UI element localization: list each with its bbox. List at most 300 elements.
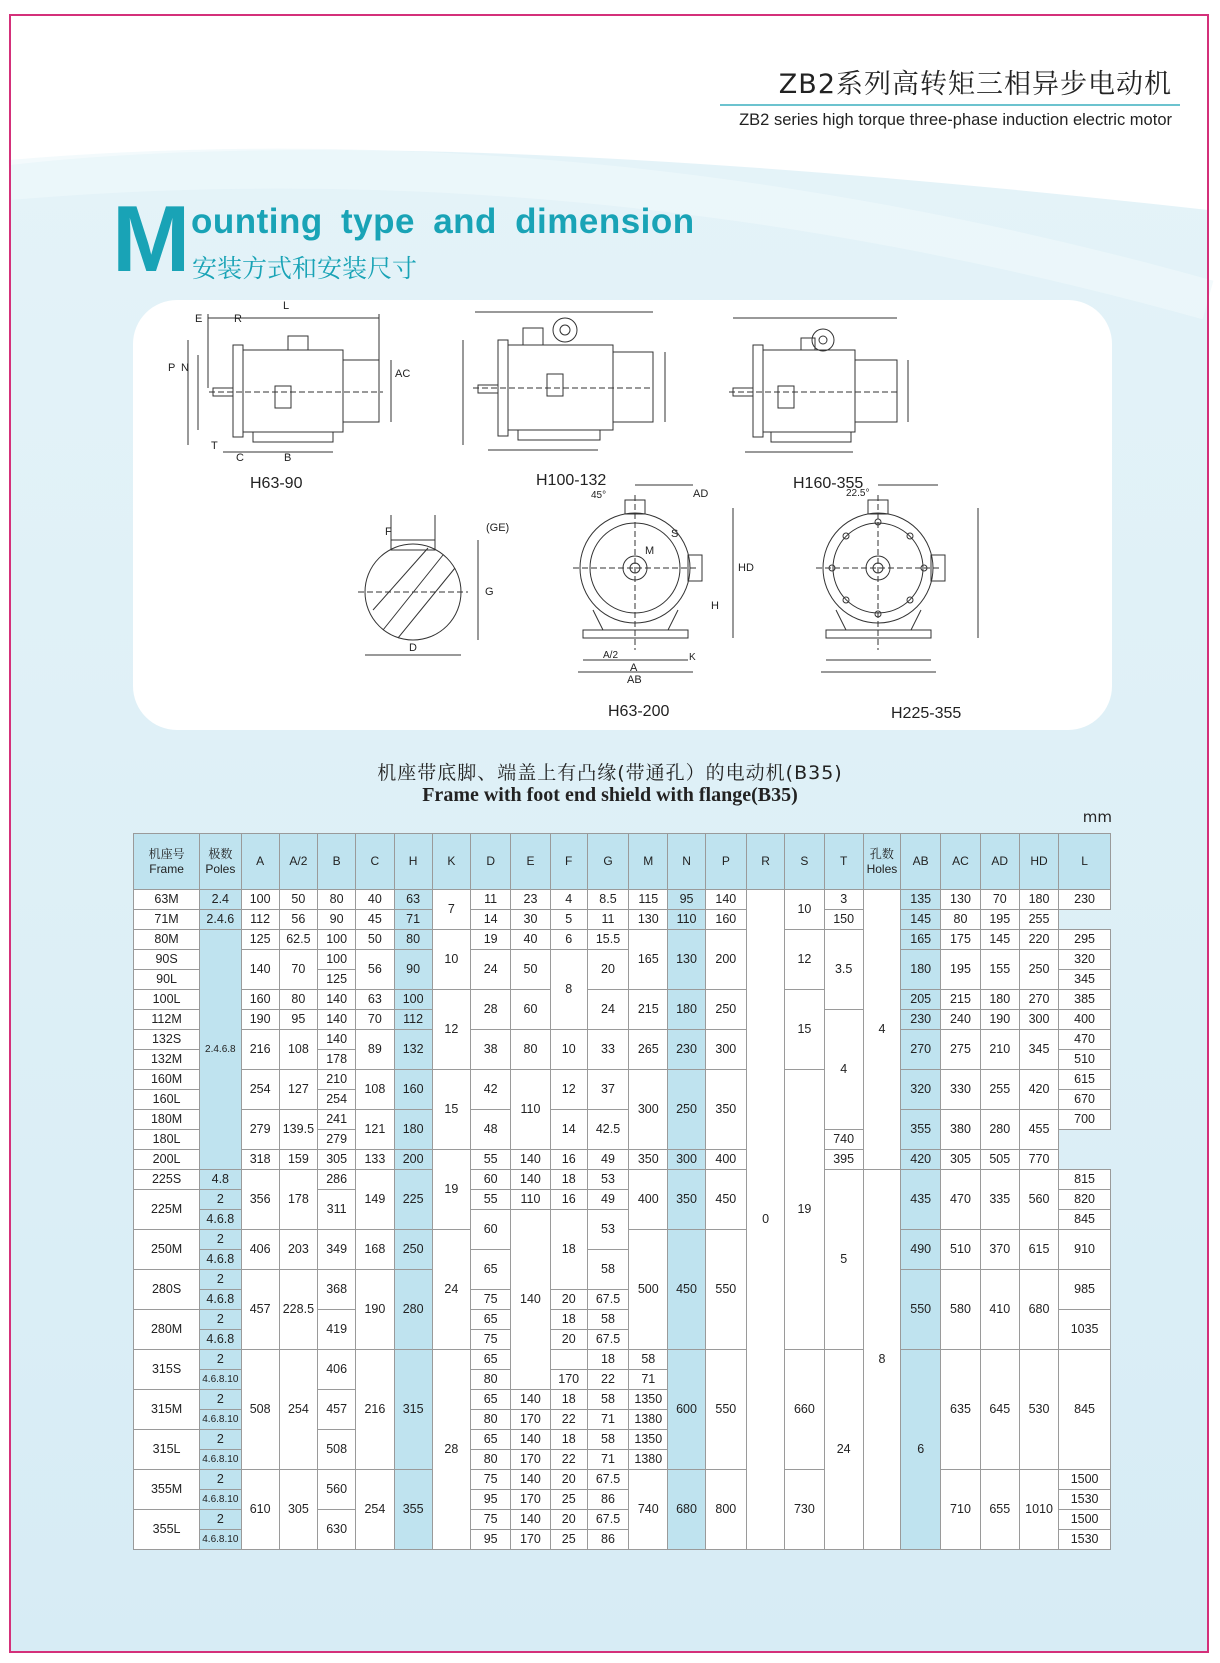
table-cell: 550 (901, 1270, 941, 1350)
section-title-cn: 安装方式和安装尺寸 (192, 254, 418, 283)
table-cell: 400 (705, 1150, 746, 1170)
table-cell: 845 (1059, 1210, 1111, 1230)
table-cell: 125 (318, 970, 356, 990)
table-cell: 355M (134, 1470, 200, 1510)
table-cell: 67.5 (587, 1330, 628, 1350)
table-cell: 55 (471, 1190, 511, 1210)
table-cell: 56 (279, 910, 317, 930)
table-cell: 4.6.8.10 (200, 1490, 241, 1510)
table-cell: 305 (318, 1150, 356, 1170)
table-cell: 178 (318, 1050, 356, 1070)
col-header (318, 834, 356, 890)
table-cell: 180 (394, 1110, 432, 1150)
table-cell: 1530 (1059, 1490, 1111, 1510)
table-row (134, 930, 1111, 950)
table-cell: 630 (318, 1510, 356, 1550)
header-divider (720, 104, 1180, 106)
table-cell: 275 (941, 1030, 980, 1070)
table-cell: 457 (241, 1270, 279, 1350)
col-header (511, 834, 550, 890)
table-cell: 279 (318, 1130, 356, 1150)
table-cell: 140 (511, 1390, 550, 1410)
dim-label-AC: AC (395, 368, 411, 380)
table-cell: 4.6.8 (200, 1290, 241, 1310)
table-cell: 406 (318, 1350, 356, 1390)
table-cell: 395 (824, 1150, 863, 1170)
table-cell: 140 (705, 890, 746, 910)
end-view-label-1: H63-200 (608, 703, 670, 720)
table-cell: 5 (550, 910, 587, 930)
table-cell: 254 (279, 1350, 317, 1470)
table-cell: 149 (356, 1170, 394, 1230)
table-cell: 80 (511, 1030, 550, 1070)
table-cell: 110 (668, 910, 705, 930)
col-header (980, 834, 1019, 890)
table-cell: 48 (471, 1110, 511, 1150)
table-cell: 215 (629, 990, 668, 1030)
table-cell: 108 (356, 1070, 394, 1110)
table-cell: 3.5 (824, 930, 863, 1010)
table-cell: 56 (356, 950, 394, 990)
table-cell: 4.6.8 (200, 1330, 241, 1350)
dim-label-H: H (711, 600, 719, 612)
col-header (629, 834, 668, 890)
table-cell: 635 (941, 1350, 980, 1470)
col-header-en: AB (912, 854, 929, 868)
table-cell: 190 (356, 1270, 394, 1350)
table-cell: 580 (941, 1270, 980, 1350)
table-cell: 250 (1019, 950, 1058, 990)
table-cell: 670 (1059, 1090, 1111, 1110)
table-cell: 0 (747, 890, 785, 1550)
table-cell: 145 (901, 910, 941, 930)
table-cell: 90L (134, 970, 200, 990)
table-cell: 63 (356, 990, 394, 1010)
table-cell: 255 (980, 1070, 1019, 1110)
table-cell: 18 (550, 1430, 587, 1450)
dim-label-S: S (671, 528, 679, 540)
col-header-en: Frame (149, 861, 184, 876)
table-cell: 700 (1059, 1110, 1111, 1130)
table-cell: 350 (668, 1170, 705, 1230)
table-cell: 160L (134, 1090, 200, 1110)
table-cell: 300 (1019, 1010, 1058, 1030)
table-cell: 255 (1019, 910, 1058, 930)
table-cell: 20 (550, 1330, 587, 1350)
table-cell: 70 (356, 1010, 394, 1030)
table-cell: 241 (318, 1110, 356, 1130)
table-cell: 75 (471, 1290, 511, 1310)
table-cell: 380 (941, 1110, 980, 1150)
table-cell: 140 (511, 1150, 550, 1170)
table-cell: 660 (785, 1350, 824, 1470)
col-header (668, 834, 705, 890)
col-header (471, 834, 511, 890)
table-cell: 1350 (629, 1390, 668, 1410)
table-cell: 45 (356, 910, 394, 930)
table-cell: 24 (587, 990, 628, 1030)
table-cell: 4.6.8.10 (200, 1530, 241, 1550)
table-cell: 200L (134, 1150, 200, 1170)
dim-label-B: B (284, 452, 292, 464)
table-cell: 60 (471, 1210, 511, 1250)
table-cell: 18 (550, 1310, 587, 1330)
dim-label-AD: AD (693, 488, 709, 500)
table-cell: 67.5 (587, 1510, 628, 1530)
table-row (134, 890, 1111, 910)
table-cell: 2.4 (200, 890, 241, 910)
table-cell: 215 (941, 990, 980, 1010)
table-cell: 115 (629, 890, 668, 910)
table-cell: 8.5 (587, 890, 628, 910)
table-cell: 58 (587, 1310, 628, 1330)
col-header-en: M (643, 854, 654, 868)
diagram-panel (133, 300, 1112, 730)
table-cell: 315 (394, 1350, 432, 1470)
table-cell: 216 (241, 1030, 279, 1070)
dim-label-R: R (234, 313, 242, 325)
table-cell: 216 (356, 1350, 394, 1470)
col-header-en: HD (1030, 854, 1048, 868)
table-cell: 4.8 (200, 1170, 241, 1190)
table-cell: 49 (587, 1150, 628, 1170)
table-cell: 2 (200, 1470, 241, 1490)
section-title-en: ounting type and dimension (191, 202, 695, 241)
dim-label-G: G (485, 586, 494, 598)
table-cell: 2 (200, 1310, 241, 1330)
table-cell: 180M (134, 1110, 200, 1130)
table-cell: 280 (394, 1270, 432, 1350)
col-header (785, 834, 824, 890)
col-header (200, 834, 241, 890)
table-cell: 400 (629, 1170, 668, 1230)
table-cell: 305 (941, 1150, 980, 1170)
table-cell: 150 (824, 910, 863, 930)
table-cell: 315M (134, 1390, 200, 1430)
table-cell: 140 (511, 1510, 550, 1530)
table-cell: 2 (200, 1510, 241, 1530)
table-cell: 65 (471, 1430, 511, 1450)
table-cell: 508 (241, 1350, 279, 1470)
table-cell: 300 (629, 1070, 668, 1150)
col-header-en: S (800, 854, 809, 868)
table-cell: 80 (941, 910, 980, 930)
col-header (356, 834, 394, 890)
table-row (134, 950, 1111, 970)
table-cell: 815 (1059, 1170, 1111, 1190)
table-cell: 18 (587, 1350, 628, 1370)
table-cell: 112 (394, 1010, 432, 1030)
dim-label-L: L (283, 300, 290, 312)
table-cell: 16 (550, 1190, 587, 1210)
side-view-h100-132 (463, 312, 665, 450)
table-cell: 178 (279, 1170, 317, 1230)
table-cell: 490 (901, 1230, 941, 1270)
table-cell: 80M (134, 930, 200, 950)
col-header-en: R (761, 854, 770, 868)
table-cell: 95 (471, 1490, 511, 1510)
col-header-cn: 孔数 (869, 846, 894, 861)
table-cell: 220 (1019, 930, 1058, 950)
table-cell: 10 (432, 930, 470, 990)
table-cell: 20 (587, 950, 628, 990)
table-cell: 800 (705, 1470, 746, 1550)
table-cell: 20 (550, 1470, 587, 1490)
table-cell: 250 (705, 990, 746, 1030)
table-cell: 210 (318, 1070, 356, 1090)
table-cell: 180 (980, 990, 1019, 1010)
table-cell: 100 (318, 930, 356, 950)
table-cell: 65 (471, 1310, 511, 1330)
table-cell: 455 (1019, 1110, 1058, 1150)
table-cell: 355 (394, 1470, 432, 1550)
table-cell: 130 (668, 930, 705, 990)
table-cell: 37 (587, 1070, 628, 1110)
table-cell: 240 (941, 1010, 980, 1030)
table-cell: 680 (1019, 1270, 1058, 1350)
table-cell: 230 (668, 1030, 705, 1070)
table-cell: 18 (550, 1170, 587, 1190)
table-cell: 500 (629, 1230, 668, 1350)
table-cell: 203 (279, 1230, 317, 1270)
table-cell: 420 (901, 1150, 941, 1170)
table-cell: 25 (550, 1490, 587, 1510)
table-cell: 140 (318, 990, 356, 1010)
table-cell: 6 (901, 1350, 941, 1550)
col-header (279, 834, 317, 890)
table-cell: 15 (785, 990, 824, 1070)
table-cell: 550 (705, 1350, 746, 1470)
table-cell: 71M (134, 910, 200, 930)
table-cell: 280 (980, 1110, 1019, 1150)
table-cell: 132S (134, 1030, 200, 1050)
table-cell: 139.5 (279, 1110, 317, 1150)
table-cell: 112M (134, 1010, 200, 1030)
table-row (134, 1070, 1111, 1090)
dim-label-D: D (409, 642, 417, 654)
col-header-cn: 极数 (208, 846, 233, 861)
col-header (941, 834, 980, 890)
technical-drawings (133, 300, 1112, 730)
table-cell: 250M (134, 1230, 200, 1270)
col-header-en: K (447, 854, 456, 868)
col-header-en: C (370, 854, 380, 868)
table-cell: 470 (941, 1170, 980, 1230)
col-header-en: H (408, 854, 418, 868)
table-cell: 100 (241, 890, 279, 910)
table-cell: 18 (550, 1210, 587, 1290)
table-caption-cn: 机座带底脚、端盖上有凸缘(带通孔）的电动机(B35) (377, 762, 843, 784)
table-cell: 49 (587, 1190, 628, 1210)
table-row (134, 990, 1111, 1010)
table-cell: 2.4.6 (200, 910, 241, 930)
table-cell: 2 (200, 1190, 241, 1210)
col-header-en: AC (952, 854, 969, 868)
table-cell: 910 (1059, 1230, 1111, 1270)
table-cell: 170 (511, 1530, 550, 1550)
table-row (134, 1470, 1111, 1490)
table-cell: 70 (980, 890, 1019, 910)
table-cell: 112 (241, 910, 279, 930)
table-cell: 11 (471, 890, 511, 910)
table-cell: 295 (1059, 930, 1111, 950)
col-header (241, 834, 279, 890)
table-cell: 4.6.8.10 (200, 1410, 241, 1430)
table-cell: 225M (134, 1190, 200, 1230)
table-cell: 435 (901, 1170, 941, 1230)
table-cell: 1500 (1059, 1470, 1111, 1490)
table-cell: 4 (863, 890, 900, 1170)
table-cell: 2.4.6.8 (200, 930, 241, 1170)
table-cell: 24 (824, 1350, 863, 1550)
table-cell: 615 (1059, 1070, 1111, 1090)
col-header-en: A (256, 854, 265, 868)
table-cell: 145 (980, 930, 1019, 950)
table-cell: 135 (901, 890, 941, 910)
table-cell: 655 (980, 1470, 1019, 1550)
table-cell: 1350 (629, 1430, 668, 1450)
dim-label-HD: HD (738, 562, 754, 574)
table-cell: 1380 (629, 1410, 668, 1430)
table-cell: 100 (318, 950, 356, 970)
table-row (134, 1150, 1111, 1170)
table-cell: 315S (134, 1350, 200, 1390)
table-cell: 230 (901, 1010, 941, 1030)
table-cell: 133 (356, 1150, 394, 1170)
header-title-cn: ZB2系列高转矩三相异步电动机 (778, 69, 1172, 100)
table-cell: 210 (980, 1030, 1019, 1070)
table-cell: 24 (471, 950, 511, 990)
table-cell: 560 (1019, 1170, 1058, 1230)
table-cell: 170 (511, 1450, 550, 1470)
table-cell: 160 (705, 910, 746, 930)
table-row (134, 1030, 1111, 1050)
table-cell: 62.5 (279, 930, 317, 950)
col-header (134, 834, 200, 890)
table-cell: 165 (901, 930, 941, 950)
table-cell: 100 (394, 990, 432, 1010)
table-cell: 65 (471, 1390, 511, 1410)
table-cell: 71 (629, 1370, 668, 1390)
table-cell: 10 (785, 890, 824, 930)
col-header (824, 834, 863, 890)
col-header-en: D (486, 854, 495, 868)
table-cell: 60 (511, 990, 550, 1030)
table-cell: 16 (550, 1150, 587, 1170)
table-cell: 53 (587, 1210, 628, 1250)
table-cell: 12 (785, 930, 824, 990)
table-cell: 710 (941, 1470, 980, 1550)
table-cell: 195 (980, 910, 1019, 930)
table-cell: 20 (550, 1290, 587, 1310)
table-cell: 550 (705, 1230, 746, 1350)
dim-label-F: F (385, 526, 392, 538)
col-header (432, 834, 470, 890)
dim-label-T: T (211, 440, 218, 452)
table-cell: 132 (394, 1030, 432, 1070)
table-cell: 95 (279, 1010, 317, 1030)
col-header (747, 834, 785, 890)
col-header-en: Holes (866, 861, 898, 876)
table-cell: 67.5 (587, 1290, 628, 1310)
col-header-en: B (332, 854, 341, 868)
col-header (863, 834, 900, 890)
table-cell: 508 (318, 1430, 356, 1470)
dim-label-A: A (630, 662, 638, 674)
col-header-en: T (840, 854, 848, 868)
table-cell: 600 (668, 1350, 705, 1470)
col-header (705, 834, 746, 890)
table-cell: 305 (279, 1470, 317, 1550)
table-cell: 19 (471, 930, 511, 950)
table-cell: 2 (200, 1270, 241, 1290)
section-big-letter: M (112, 186, 191, 291)
table-cell: 80 (394, 930, 432, 950)
table-cell: 20 (550, 1510, 587, 1530)
col-header-en: E (526, 854, 535, 868)
table-cell: 3 (824, 890, 863, 910)
table-cell: 75 (471, 1470, 511, 1490)
table-cell: 350 (629, 1150, 668, 1170)
table-cell: 24 (432, 1230, 470, 1350)
side-view-label-2: H100-132 (536, 472, 607, 489)
table-cell: 470 (1059, 1030, 1111, 1050)
table-cell: 410 (980, 1270, 1019, 1350)
table-cell: 50 (511, 950, 550, 990)
table-cell: 80 (318, 890, 356, 910)
table-cell: 40 (356, 890, 394, 910)
col-header-en: AD (991, 854, 1009, 868)
table-header-row (134, 834, 1111, 890)
table-cell: 180 (1019, 890, 1058, 910)
table-cell: 318 (241, 1150, 279, 1170)
table-cell: 1500 (1059, 1510, 1111, 1530)
table-cell: 168 (356, 1230, 394, 1270)
table-cell: 15.5 (587, 930, 628, 950)
end-view-h63-200 (573, 485, 733, 672)
col-header (1059, 834, 1111, 890)
table-cell: 280M (134, 1310, 200, 1350)
side-view-label-3: H160-355 (793, 475, 864, 492)
table-cell: 7 (432, 890, 470, 930)
table-cell: 225 (394, 1170, 432, 1230)
table-cell: 345 (1019, 1030, 1058, 1070)
table-cell: 15 (432, 1070, 470, 1150)
col-header-en: N (682, 854, 691, 868)
dim-label-AB: AB (627, 674, 642, 686)
table-cell: 530 (1019, 1350, 1058, 1470)
table-cell: 65 (471, 1250, 511, 1290)
table-cell: 58 (587, 1430, 628, 1450)
table-cell: 200 (394, 1150, 432, 1170)
table-cell: 250 (668, 1070, 705, 1150)
table-cell: 2 (200, 1430, 241, 1450)
table-caption-en: Frame with foot end shield with flange(B35) (422, 784, 798, 806)
table-cell: 53 (587, 1170, 628, 1190)
table-cell: 38 (471, 1030, 511, 1070)
table-cell: 457 (318, 1390, 356, 1430)
table-cell: 12 (550, 1070, 587, 1110)
table-cell: 160M (134, 1070, 200, 1090)
dim-label-M: M (645, 545, 655, 557)
table-cell: 450 (705, 1170, 746, 1230)
table-cell: 108 (279, 1030, 317, 1070)
table-cell: 8 (550, 950, 587, 1030)
table-cell: 65 (471, 1350, 511, 1370)
table-cell: 770 (1019, 1150, 1058, 1170)
table-cell: 320 (1059, 950, 1111, 970)
table-row (134, 910, 1111, 930)
